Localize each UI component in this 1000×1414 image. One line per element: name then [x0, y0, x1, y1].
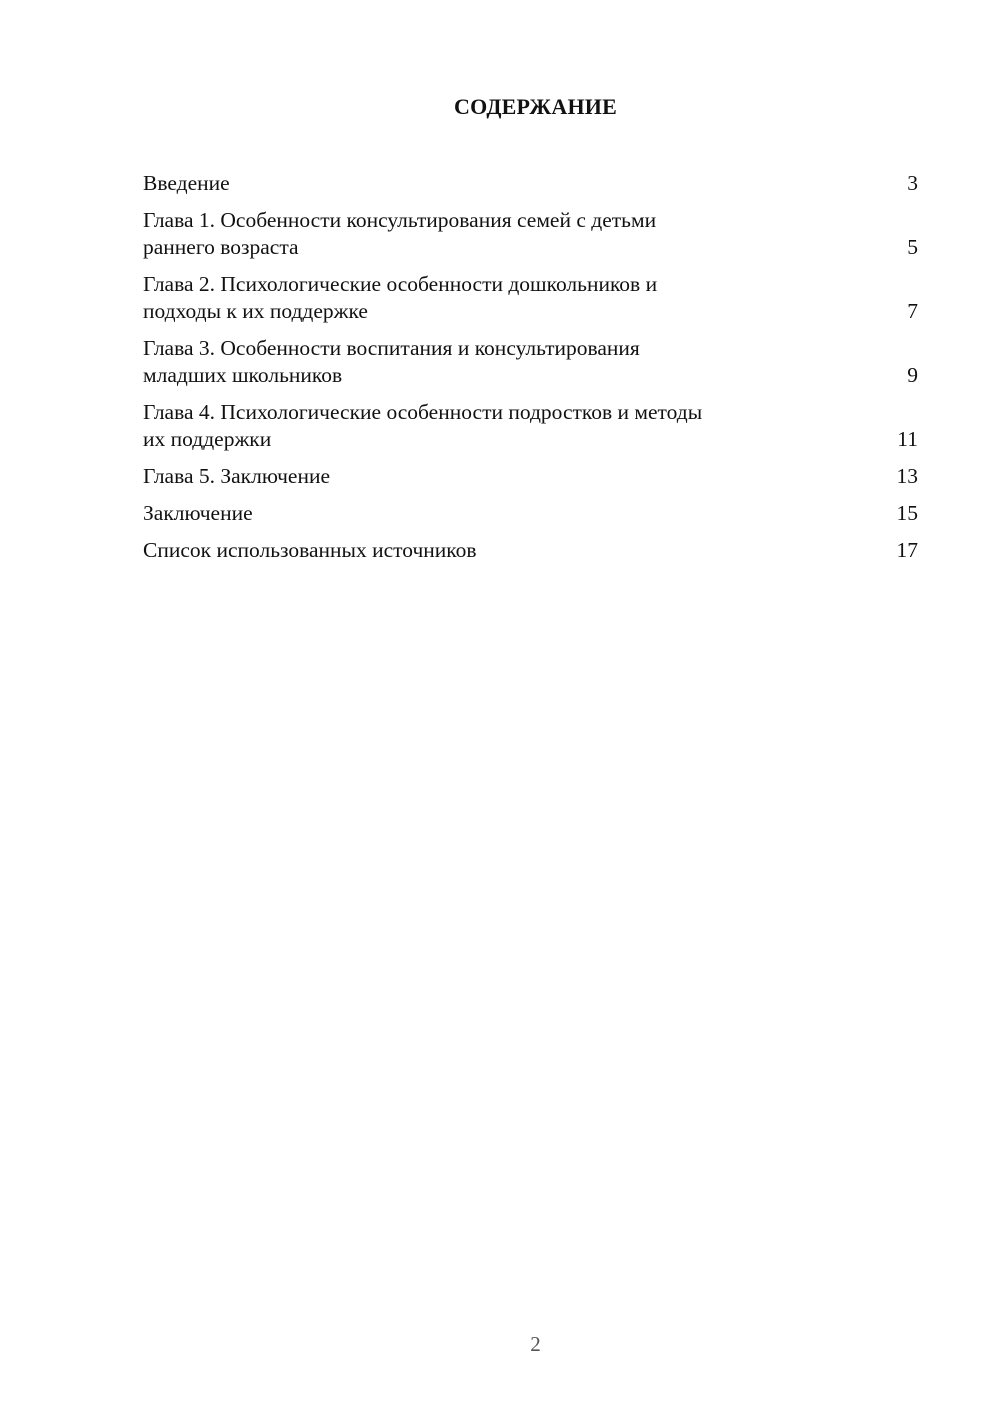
toc-entry-page: 7 [907, 299, 918, 323]
toc-entry-title: Список использованных источников [143, 538, 477, 562]
toc-entry-page: 15 [896, 501, 918, 525]
toc-entry-title: Введение [143, 171, 230, 195]
toc-entry-page: 13 [896, 464, 918, 488]
toc-entry-title: Глава 4. Психологические особенности подростков и методы их поддержки [143, 400, 703, 451]
toc-entry-chapter-3 [143, 335, 918, 389]
page-number: 2 [530, 1332, 541, 1356]
toc-entry-title: Глава 1. Особенности консультирования семей с детьми раннего возраста [143, 208, 657, 259]
toc-entry-conclusion [143, 500, 918, 527]
toc-entry-title: Глава 2. Психологические особенности дошкольников и подходы к их поддержке [143, 272, 658, 323]
toc-entry-chapter-2 [143, 271, 918, 325]
toc-entry-title: Заключение [143, 501, 253, 525]
toc-entry-page: 9 [907, 363, 918, 387]
toc-entry-chapter-1 [143, 207, 918, 261]
toc-entry-page: 11 [897, 427, 918, 451]
toc-entry-title: Глава 3. Особенности воспитания и консультирования младших школьников [143, 336, 640, 387]
table-of-contents [143, 170, 918, 574]
toc-entry-title: Глава 5. Заключение [143, 464, 331, 488]
toc-entry-page: 17 [896, 538, 918, 562]
toc-entry-introduction [143, 170, 918, 197]
toc-entry-page: 5 [907, 235, 918, 259]
toc-entry-page: 3 [907, 171, 918, 195]
page-title: СОДЕРЖАНИЕ [454, 94, 617, 119]
toc-entry-chapter-4 [143, 399, 918, 453]
toc-entry-chapter-5 [143, 463, 918, 490]
toc-entry-references [143, 537, 918, 564]
